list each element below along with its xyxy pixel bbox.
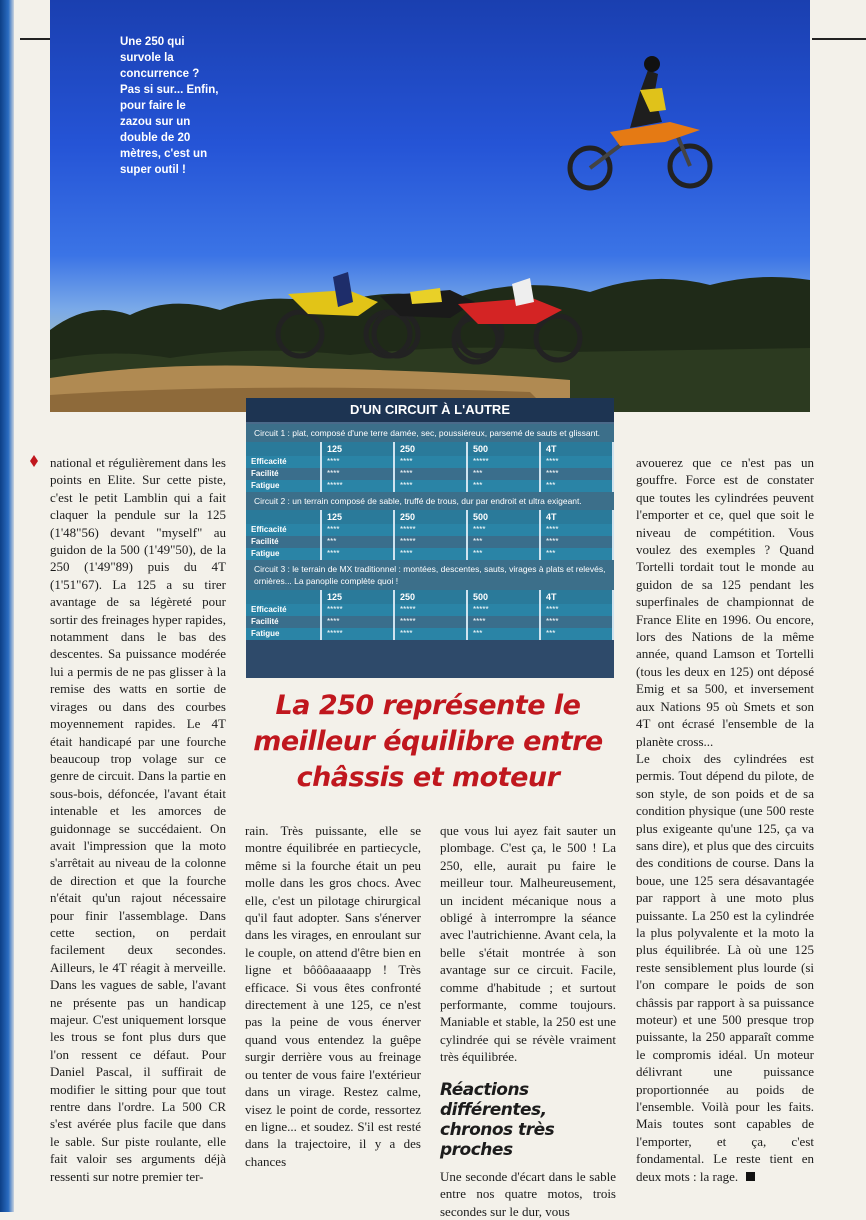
- body-paragraph: avouerez que ce n'est pas un gouffre. Force est de constater que toutes les cylindrées peuvent l'emporter et ce, quel que soit le niveau de compétition. Vous voulez des exemples ? Quand Tortelli tordait tout le monde au guidon de sa 125 pendant les superfinales de championnat de France Elite en 1996. Ou encore, lors des Nations de la même année, quand Lamson et Tortelli (tous les deux en 125) ont déposé Emig et sa 500, et inversement aux Nations 95 où Smets et son 4T ont écrasé l'ensemble de la planète cross...: [636, 455, 814, 749]
- rating-cell: ***: [468, 480, 541, 492]
- circuit-3-block: [246, 560, 614, 640]
- column-header: 500: [468, 590, 541, 604]
- rating-cell: *****: [395, 616, 468, 628]
- table-row: [246, 468, 614, 480]
- rating-cell: ****: [468, 616, 541, 628]
- rating-cell: *****: [322, 480, 395, 492]
- rating-cell: ***: [468, 628, 541, 640]
- rating-cell: ****: [322, 468, 395, 480]
- circuit-description: Circuit 1 : plat, composé d'une terre damée, sec, poussiéreux, parsemé de sauts et glissant.: [246, 424, 614, 442]
- column-header: 4T: [541, 590, 614, 604]
- rating-cell: ****: [541, 524, 614, 536]
- article-start-marker-icon: [30, 455, 38, 467]
- article-column-3: [440, 822, 616, 1220]
- rating-cell: *****: [468, 456, 541, 468]
- rating-cell: ***: [541, 480, 614, 492]
- table-row: [246, 616, 614, 628]
- article-column-1: [50, 454, 226, 1185]
- rating-cell: ****: [468, 524, 541, 536]
- table-row: [246, 548, 614, 560]
- rating-cell: ****: [322, 616, 395, 628]
- circuit-2-block: [246, 492, 614, 560]
- rating-cell: ***: [468, 548, 541, 560]
- column-header: 125: [322, 590, 395, 604]
- column-header: 4T: [541, 510, 614, 524]
- rating-cell: ***: [541, 628, 614, 640]
- row-label: Fatigue: [246, 628, 322, 640]
- row-label: Fatigue: [246, 548, 322, 560]
- column-header: 250: [395, 590, 468, 604]
- row-label: Efficacité: [246, 456, 322, 468]
- rating-cell: ****: [395, 548, 468, 560]
- table-row: [246, 524, 614, 536]
- rating-cell: ****: [322, 456, 395, 468]
- rating-cell: ****: [322, 524, 395, 536]
- column-header: 4T: [541, 442, 614, 456]
- rating-cell: ****: [541, 604, 614, 616]
- rating-cell: ***: [468, 536, 541, 548]
- table-header-row: [246, 510, 614, 524]
- row-label: Efficacité: [246, 524, 322, 536]
- magazine-spine-edge: [0, 0, 14, 1212]
- article-column-4: [636, 454, 814, 1185]
- rating-cell: *****: [322, 604, 395, 616]
- top-rule-right: [812, 38, 866, 40]
- rating-cell: ****: [541, 536, 614, 548]
- motocross-photo: [50, 0, 810, 412]
- rating-cell: ****: [541, 468, 614, 480]
- row-label: Fatigue: [246, 480, 322, 492]
- top-rule-left: [20, 38, 50, 40]
- table-row: [246, 456, 614, 468]
- rating-cell: *****: [395, 536, 468, 548]
- rating-cell: *****: [322, 628, 395, 640]
- rating-cell: ***: [322, 536, 395, 548]
- circuit-description: Circuit 2 : un terrain composé de sable, truffé de trous, dur par endroit et ultra exigeant.: [246, 492, 614, 510]
- article-column-2: [245, 822, 421, 1170]
- body-paragraph: national et régulièrement dans les points en Elite. Sur cette piste, c'est le petit Lamblin qui a fait claquer la pendule sur la 125 (1'48"56) devant "myself" au guidon de la 500 (1'49"50), de la 250 (1'49"89) puis du 4T (1'51"67). La 125 a su tirer avantage de sa légèreté pour sortir des freinages hyper rapides, notamment dans le bas des descentes. Sa puissance modérée lui a permis de ne pas glisser à la remise des watts en sortie de virages ou dans des courbes moyennement rapides. Le 4T était handicapé par une fourche beaucoup trop volage sur ce genre de circuit. Dans la partie en sous-bois, défoncée, l'avant était intenable et les amorces de guidonnage se succédaient. On avait l'impression que la moto s'arrêtait au niveau de la colonne de direction et que la fourche n'était qu'un rajout nécessaire pour finir l'assemblage. Dans cette section, on perdait facilement deux secondes. Ailleurs, le 4T réagit à merveille. Dans les vagues de sable, l'avant ne présente pas un handicap majeur. C'est uniquement lorsque les trous se font plus durs que l'on ressent ce défaut. Pour Daniel Pascal, il suffirait de modifier le sitting pour que tout rentre dans l'ordre. La 500 CR s'est avérée plus facile que dans le sable. Sur piste roulante, elle fait valoir ses arguments déjà ressenti sur notre premier ter-: [50, 455, 226, 1184]
- body-paragraph: Le choix des cylindrées est permis. Tout dépend du pilote, de son style, de son poids et de sa condition physique (une 500 reste plus exigeante qu'une 125, ça va sans dire), et plus que des circuits des conditions de course. Dans la boue, une 125 sera désavantagée par rapport à une moto plus puissante. La 250 est la cylindrée la plus polyvalente et la moto la plus équilibrée. Là où une 125 reste sensiblement plus lourde (si l'on compare le poids de son châssis par rapport à sa puissance moteur) et une 500 presque trop puissante, la 250 apparaît comme le compromis idéal. Un moteur délivrant une puissance proportionnée au poids de l'ensemble. Voilà pour les faits. Mais toutes sont capables de l'emporter, et ça, c'est fondamental. Le reste tient en deux mots : la rage.: [636, 750, 814, 1184]
- table-header-row: [246, 442, 614, 456]
- column-header: 250: [395, 510, 468, 524]
- pull-quote-headline: La 250 représente le meilleur équilibre entre châssis et moteur: [253, 690, 603, 793]
- rating-cell: ****: [541, 616, 614, 628]
- table-header-row: [246, 590, 614, 604]
- circuit-1-block: [246, 424, 614, 492]
- column-header: 250: [395, 442, 468, 456]
- circuit-description: Circuit 3 : le terrain de MX traditionnel : montées, descentes, sauts, virages à plats et relevés, ornières... La panoplie complète quoi !: [246, 560, 614, 590]
- table-title: D'UN CIRCUIT À L'AUTRE: [246, 398, 614, 424]
- rating-cell: *****: [395, 524, 468, 536]
- rating-cell: ***: [468, 468, 541, 480]
- rating-cell: ****: [395, 468, 468, 480]
- end-of-article-icon: [746, 1172, 755, 1181]
- body-paragraph: Une seconde d'écart dans le sable entre nos quatre motos, trois secondes sur le dur, vous: [440, 1168, 616, 1219]
- row-label: Facilité: [246, 536, 322, 548]
- column-header: 500: [468, 442, 541, 456]
- table-row: [246, 628, 614, 640]
- table-row: [246, 604, 614, 616]
- body-paragraph: rain. Très puissante, elle se montre équilibrée en partiecycle, même si la fourche était un peu molle dans les gros chocs. Avec elle, c'est un pilotage chirurgical qu'il faut adopter. Sans s'énerver dans les virages, en enroulant sur le couple, on attend d'être bien en ligne et bôôôaaaaapp ! Très efficace. Si vous êtes confronté directement à une 125, ce n'est pas la peine de vous énerver quand vous entendez la guêpe surgir derrière vous au freinage ou tenter de vous faire l'extérieur dans un virage. Restez calme, visez le point de corde, ressortez en ligne... et soudez. S'il est resté dans la trajectoire, il y a des chances: [245, 823, 421, 1169]
- rating-cell: ****: [395, 628, 468, 640]
- table-row: [246, 480, 614, 492]
- photo-caption: Une 250 qui survole la concurrence ? Pas si sur... Enfin, pour faire le zazou sur un double de 20 mètres, c'est un super outil !: [120, 36, 219, 176]
- column-header: 125: [322, 510, 395, 524]
- rating-cell: ****: [541, 456, 614, 468]
- section-subheading: Réactions différentes, chronos très proches: [440, 1079, 555, 1160]
- rating-cell: ****: [322, 548, 395, 560]
- rating-cell: ****: [395, 456, 468, 468]
- rating-cell: ***: [541, 548, 614, 560]
- rating-cell: *****: [468, 604, 541, 616]
- rating-cell: ****: [395, 480, 468, 492]
- row-label: Efficacité: [246, 604, 322, 616]
- table-row: [246, 536, 614, 548]
- column-header: 125: [322, 442, 395, 456]
- circuit-comparison-table: [246, 398, 614, 678]
- row-label: Facilité: [246, 468, 322, 480]
- body-paragraph: que vous lui ayez fait sauter un plombage. C'est ça, le 500 ! La 250, elle, aurait pu faire le meilleur tour. Malheureusement, un incident mécanique nous a obligé à interrompre la séance avec l'autrichienne. Avant cela, la belle s'était montrée à son avantage sur ce circuit. Facile, comme d'habitude ; et surtout performante, comme toujours. Maniable et stable, la 250 est une cylindrée qui se révèle vraiment très équilibrée.: [440, 823, 616, 1065]
- jumping-bike: [570, 56, 710, 188]
- row-label: Facilité: [246, 616, 322, 628]
- rating-cell: *****: [395, 604, 468, 616]
- column-header: 500: [468, 510, 541, 524]
